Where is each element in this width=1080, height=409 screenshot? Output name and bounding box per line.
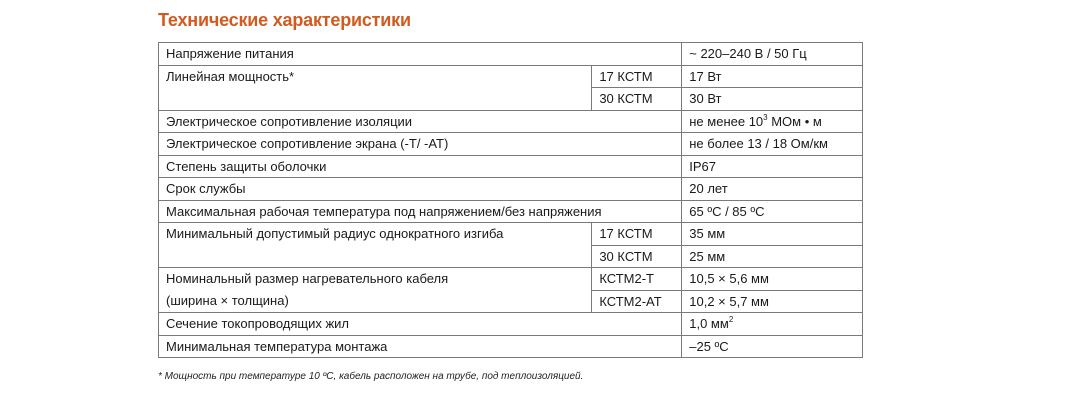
table-row: [159, 155, 863, 178]
spec-label: Электрическое сопротивление экрана (-Т/ -АТ): [159, 133, 682, 156]
spec-label: Степень защиты оболочки: [159, 155, 682, 178]
spec-label: Максимальная рабочая температура под напряжением/без напряжения: [159, 200, 682, 223]
spec-value: 17 Вт: [682, 65, 863, 88]
spec-model: 30 КСТМ: [592, 88, 682, 111]
table-row: [159, 65, 863, 88]
table-row: [159, 313, 863, 336]
spec-value: 30 Вт: [682, 88, 863, 111]
spec-label: Сечение токопроводящих жил: [159, 313, 682, 336]
value-text: не менее 10: [689, 113, 764, 129]
spec-label: Срок службы: [159, 178, 682, 201]
table-row: [159, 178, 863, 201]
spec-value: не более 13 / 18 Ом/км: [682, 133, 863, 156]
table-row: [159, 110, 863, 133]
value-superscript: 2: [728, 315, 734, 324]
spec-label: Напряжение питания: [159, 43, 682, 66]
spec-model: 30 КСТМ: [592, 245, 682, 268]
table-row: [159, 43, 863, 66]
spec-label: Линейная мощность*: [159, 65, 592, 110]
value-superscript: 3: [763, 112, 768, 122]
spec-value: 10,5 × 5,6 мм: [682, 268, 863, 291]
spec-value: –25 ºС: [682, 335, 863, 358]
spec-label: Минимальная температура монтажа: [159, 335, 682, 358]
spec-value: 25 мм: [682, 245, 863, 268]
spec-value: 65 ºС / 85 ºС: [682, 200, 863, 223]
spec-value: 10,2 × 5,7 мм: [682, 290, 863, 313]
spec-value: 20 лет: [682, 178, 863, 201]
value-unit: МОм • м: [767, 113, 822, 129]
section-title: Технические характеристики: [158, 10, 411, 30]
table-row: [159, 335, 863, 358]
spec-model: 17 КСТМ: [592, 223, 682, 246]
spec-label: Номинальный размер нагревательного кабеля: [159, 268, 592, 291]
spec-table: [158, 42, 863, 358]
footnote: * Мощность при температуре 10 ºС, кабель расположен на трубе, под теплоизоляцией.: [158, 371, 584, 382]
spec-value: 35 мм: [682, 223, 863, 246]
spec-value: ~ 220–240 В / 50 Гц: [682, 43, 863, 66]
table-row: [159, 290, 863, 313]
table-row: [159, 133, 863, 156]
table-row: [159, 200, 863, 223]
spec-label-continued: (ширина × толщина): [159, 290, 592, 313]
value-text: 1,0 мм: [689, 316, 729, 331]
spec-model: КСТМ2-АТ: [592, 290, 682, 313]
spec-label: Электрическое сопротивление изоляции: [159, 110, 682, 133]
spec-value: [682, 110, 863, 133]
spec-value: [682, 313, 863, 336]
spec-model: 17 КСТМ: [592, 65, 682, 88]
table-row: [159, 268, 863, 291]
table-row: [159, 223, 863, 246]
spec-label: Минимальный допустимый радиус однократного изгиба: [159, 223, 592, 268]
spec-value: IP67: [682, 155, 863, 178]
spec-model: КСТМ2-Т: [592, 268, 682, 291]
